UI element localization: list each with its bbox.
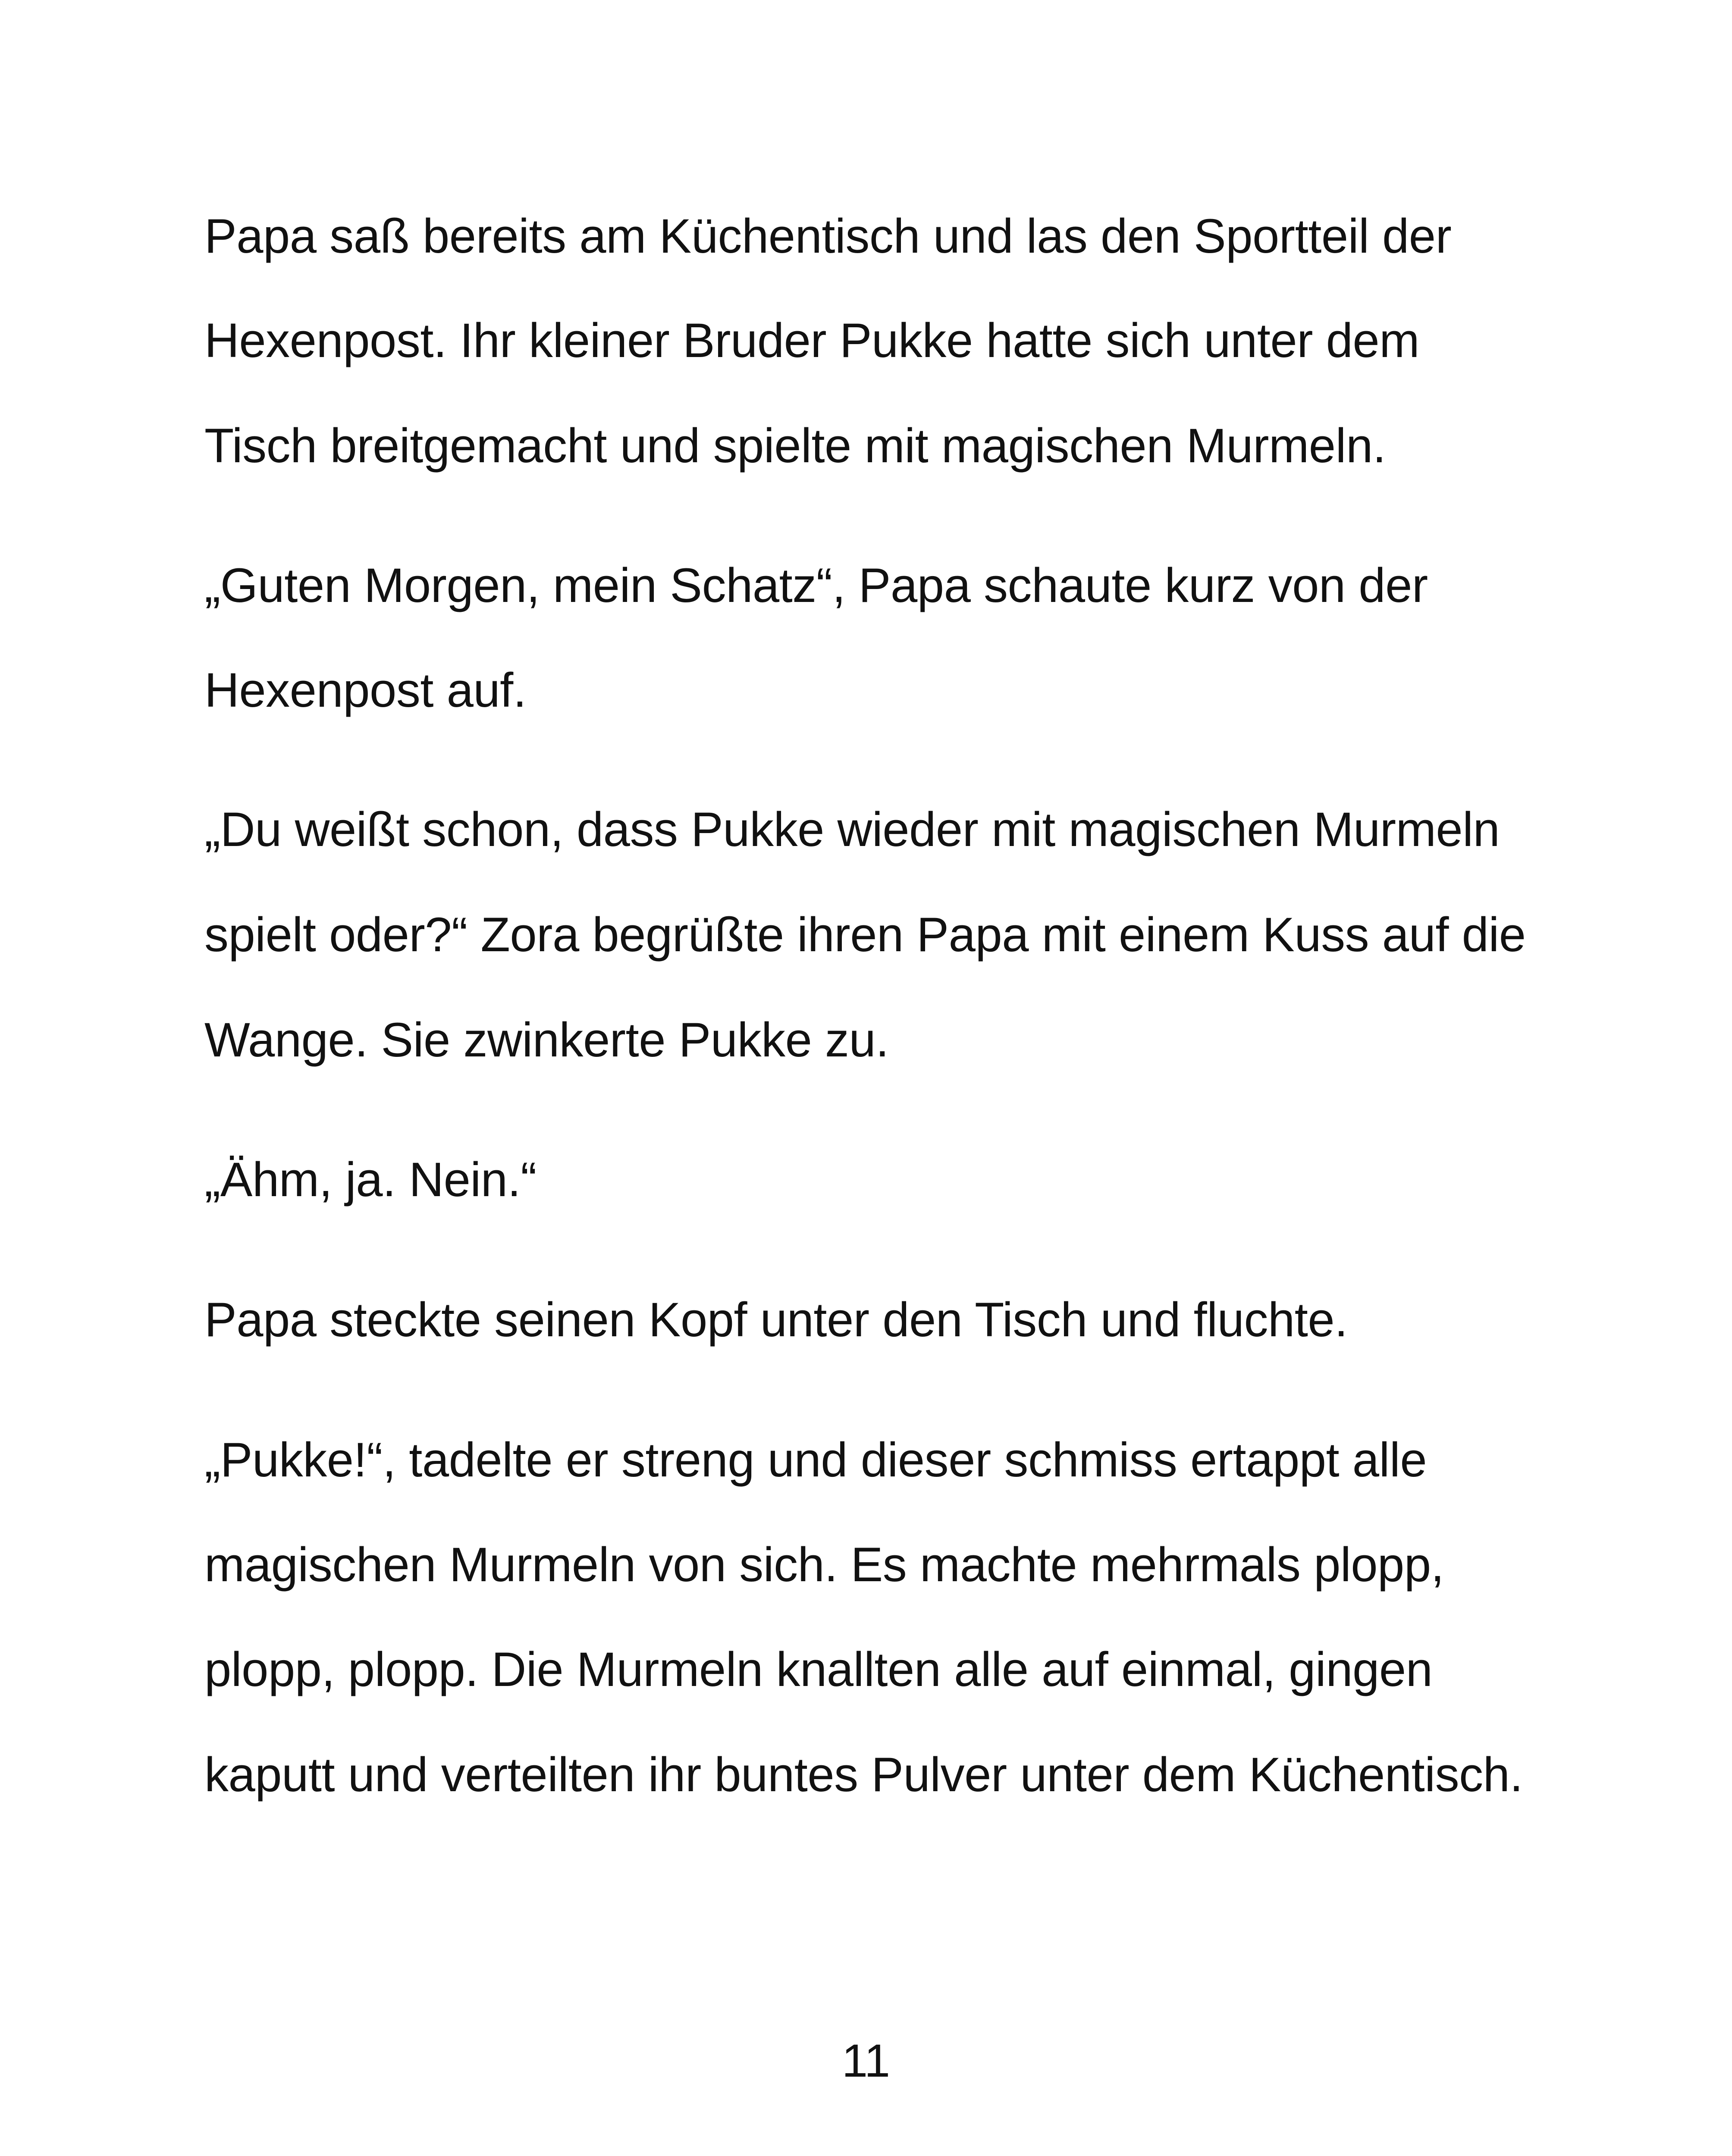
text-line: magischen Murmeln von sich. Es machte mehrmals plopp, — [204, 1538, 1444, 1592]
text-line: „Ähm, ja. Nein.“ — [204, 1153, 537, 1206]
text-line: Hexenpost. Ihr kleiner Bruder Pukke hatte sich unter dem — [204, 313, 1420, 367]
text-line: spielt oder?“ Zora begrüßte ihren Papa mit einem Kuss auf die — [204, 908, 1526, 962]
text-line: Papa steckte seinen Kopf unter den Tisch und fluchte. — [204, 1293, 1348, 1347]
text-line: Tisch breitgemacht und spielte mit magischen Murmeln. — [204, 419, 1386, 473]
text-line: kaputt und verteilten ihr buntes Pulver unter dem Küchentisch. — [204, 1748, 1523, 1802]
text-line: „Pukke!“, tadelte er streng und dieser schmiss ertappt alle — [204, 1433, 1427, 1487]
text-line: „Guten Morgen, mein Schatz“, Papa schaute kurz von der — [204, 558, 1428, 612]
text-line: plopp, plopp. Die Murmeln knallten alle auf einmal, gingen — [204, 1642, 1433, 1696]
text-line: Wange. Sie zwinkerte Pukke zu. — [204, 1013, 889, 1067]
text-line: Papa saß bereits am Küchentisch und las den Sportteil der — [204, 209, 1452, 263]
page-number: 11 — [841, 2034, 891, 2087]
text-line: Hexenpost auf. — [204, 663, 527, 717]
text-line: „Du weißt schon, dass Pukke wieder mit magischen Murmeln — [204, 802, 1500, 856]
